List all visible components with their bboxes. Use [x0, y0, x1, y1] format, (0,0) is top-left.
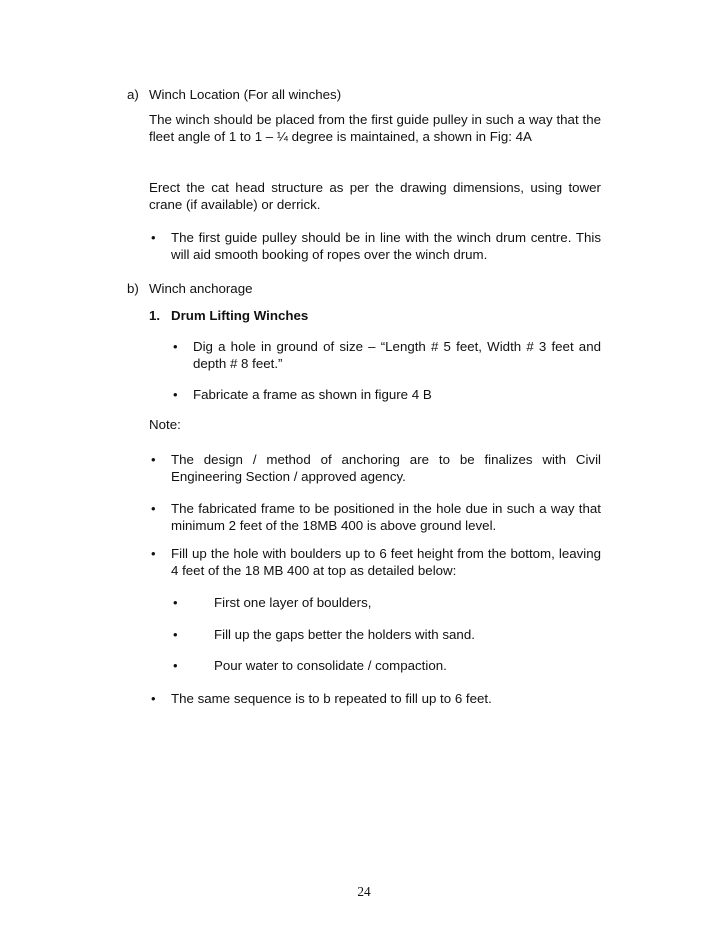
subsection-1-marker: 1.	[149, 308, 161, 323]
section-a-marker: a)	[127, 87, 139, 102]
step-item: First one layer of boulders,	[214, 595, 372, 610]
section-a-heading: Winch Location (For all winches)	[149, 87, 342, 102]
bullet-icon: •	[151, 452, 156, 467]
note-bullet-1: The design / method of anchoring are to be finalizes with Civil Engineering Section / approved agency.	[171, 452, 601, 484]
subsection-1-heading: Drum Lifting Winches	[171, 308, 309, 323]
note-label: Note:	[149, 417, 181, 432]
bullet-icon: •	[173, 387, 178, 402]
subsection-1-bullet-2: Fabricate a frame as shown in figure 4 B	[193, 387, 432, 402]
note-bullet-3: Fill up the hole with boulders up to 6 feet height from the bottom, leaving 4 feet of the 18 MB 400 at top as detailed below:	[171, 546, 601, 578]
bullet-icon: •	[173, 339, 178, 354]
note-bullet-2: The fabricated frame to be positioned in the hole due in such a way that minimum 2 feet of the 18MB 400 is above ground level.	[171, 501, 601, 533]
section-b-heading: Winch anchorage	[149, 281, 253, 296]
bullet-icon: •	[151, 691, 156, 706]
bullet-icon: •	[151, 501, 156, 516]
section-a-paragraph-1: The winch should be placed from the first guide pulley in such a way that the fleet angle of 1 to 1 – ¼ degree is maintained, a shown in Fig: 4A	[149, 112, 601, 144]
bullet-icon: •	[151, 546, 156, 561]
section-a-paragraph-2: Erect the cat head structure as per the drawing dimensions, using tower crane (if available) or derrick.	[149, 180, 601, 212]
bullet-icon: •	[151, 230, 156, 245]
page-number: 24	[357, 884, 371, 899]
subsection-1-bullet-1: Dig a hole in ground of size – “Length # 5 feet, Width # 3 feet and depth # 8 feet.”	[193, 339, 601, 371]
bullet-icon: •	[173, 658, 178, 673]
step-item: Fill up the gaps better the holders with sand.	[214, 627, 475, 642]
bullet-icon: •	[173, 595, 178, 610]
step-item: Pour water to consolidate / compaction.	[214, 658, 447, 673]
section-b-marker: b)	[127, 281, 139, 296]
section-a-bullet-1: The first guide pulley should be in line with the winch drum centre. This will aid smooth booking of ropes over the winch drum.	[171, 230, 601, 262]
bullet-icon: •	[173, 627, 178, 642]
note-bullet-4: The same sequence is to b repeated to fill up to 6 feet.	[171, 691, 492, 706]
